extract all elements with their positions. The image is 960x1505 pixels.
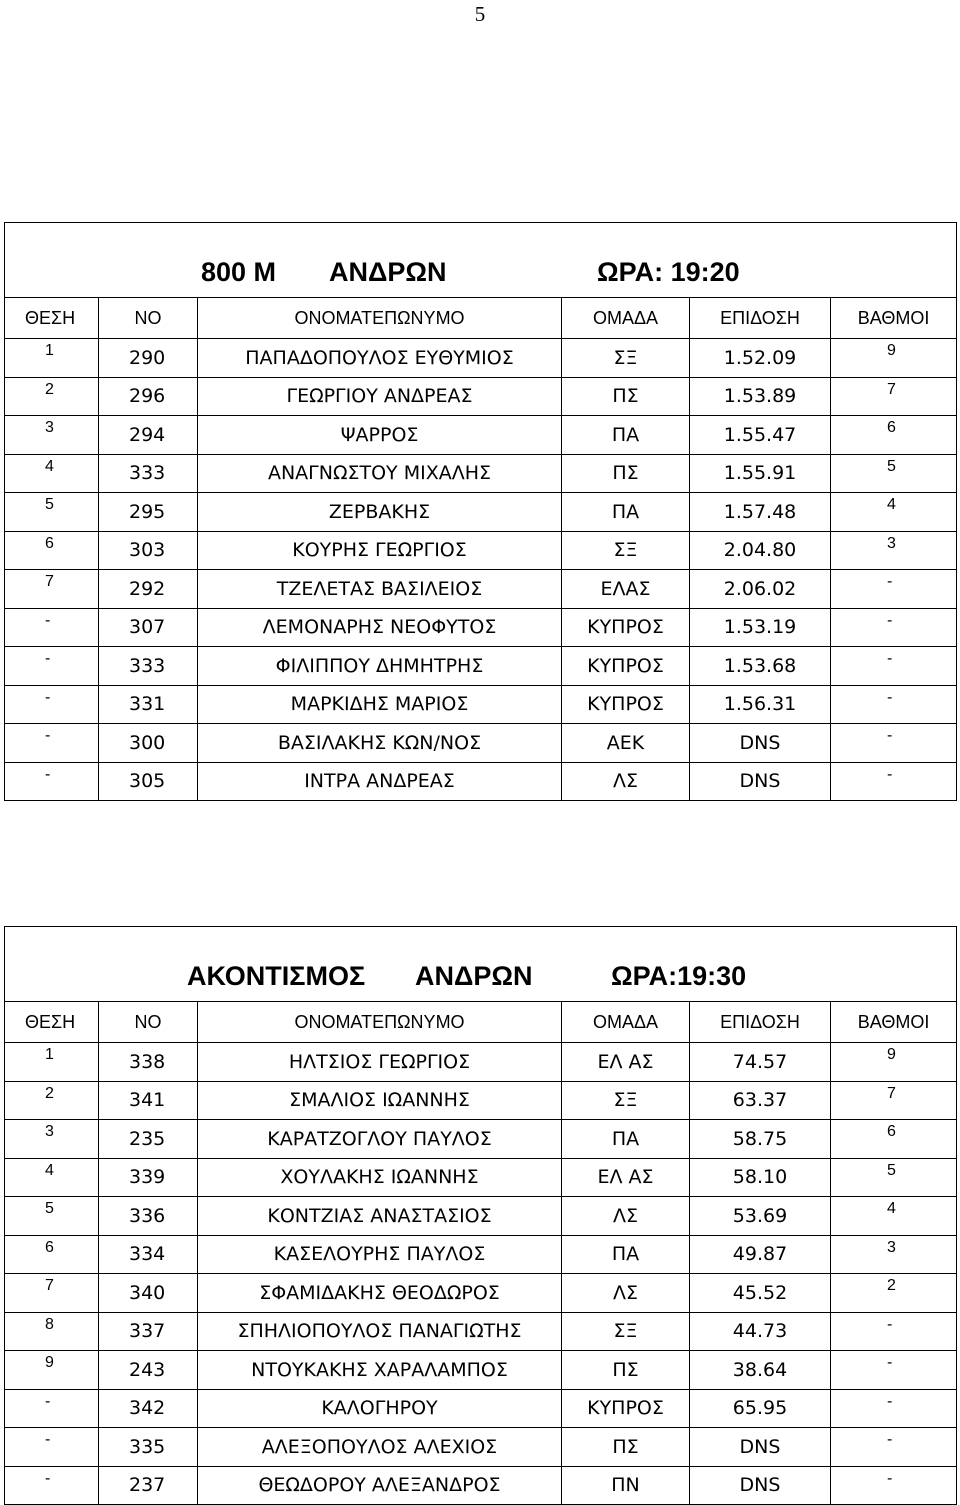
table-row bbox=[5, 1274, 957, 1313]
position-cell: 6 bbox=[5, 1235, 99, 1274]
athlete-number-cell: 295 bbox=[99, 493, 198, 532]
table-row bbox=[5, 339, 957, 378]
event-name: 800 Μ bbox=[201, 257, 277, 287]
result-cell: 63.37 bbox=[690, 1081, 831, 1120]
team-cell: ΛΣ bbox=[562, 762, 690, 801]
team-cell: ΠΑ bbox=[562, 1120, 690, 1159]
position-cell: 2 bbox=[5, 1081, 99, 1120]
athlete-number-cell: 294 bbox=[99, 416, 198, 455]
position-cell: - bbox=[5, 1428, 99, 1467]
result-cell: 1.57.48 bbox=[690, 493, 831, 532]
team-cell: ΣΞ bbox=[562, 1081, 690, 1120]
position-cell: 1 bbox=[5, 339, 99, 378]
table-row bbox=[5, 416, 957, 455]
team-cell: ΕΛΑΣ bbox=[562, 570, 690, 609]
points-cell: 3 bbox=[831, 1235, 957, 1274]
position-cell: - bbox=[5, 685, 99, 724]
athlete-name-cell: ΠΑΠΑΔΟΠΟΥΛΟΣ ΕΥΘΥΜΙΟΣ bbox=[198, 339, 562, 378]
points-cell: 7 bbox=[831, 377, 957, 416]
team-cell: ΚΥΠΡΟΣ bbox=[562, 647, 690, 686]
column-header-number: ΝΟ bbox=[99, 1002, 198, 1043]
team-cell: ΣΞ bbox=[562, 339, 690, 378]
column-header-number: ΝΟ bbox=[99, 298, 198, 339]
result-cell: 49.87 bbox=[690, 1235, 831, 1274]
table-row bbox=[5, 377, 957, 416]
points-cell: - bbox=[831, 1466, 957, 1505]
points-cell: - bbox=[831, 1312, 957, 1351]
column-header-team: ΟΜΑΔΑ bbox=[562, 298, 690, 339]
result-cell: 44.73 bbox=[690, 1312, 831, 1351]
position-cell: 9 bbox=[5, 1351, 99, 1390]
points-cell: 4 bbox=[831, 493, 957, 532]
result-cell: DNS bbox=[690, 1466, 831, 1505]
result-cell: 53.69 bbox=[690, 1197, 831, 1236]
athlete-name-cell: ΣΠΗΛΙΟΠΟΥΛΟΣ ΠΑΝΑΓΙΩΤΗΣ bbox=[198, 1312, 562, 1351]
team-cell: ΚΥΠΡΟΣ bbox=[562, 608, 690, 647]
athlete-number-cell: 333 bbox=[99, 647, 198, 686]
athlete-number-cell: 339 bbox=[99, 1158, 198, 1197]
points-cell: 9 bbox=[831, 339, 957, 378]
athlete-number-cell: 237 bbox=[99, 1466, 198, 1505]
athlete-number-cell: 334 bbox=[99, 1235, 198, 1274]
position-cell: 6 bbox=[5, 531, 99, 570]
athlete-name-cell: ΒΑΣΙΛΑΚΗΣ ΚΩΝ/ΝΟΣ bbox=[198, 724, 562, 763]
position-cell: 3 bbox=[5, 1120, 99, 1159]
table-row bbox=[5, 608, 957, 647]
points-cell: - bbox=[831, 1428, 957, 1467]
table-row bbox=[5, 1389, 957, 1428]
athlete-name-cell: ΖΕΡΒΑΚΗΣ bbox=[198, 493, 562, 532]
event-time: ΩΡΑ:19:30 bbox=[611, 961, 747, 991]
result-cell: 1.55.47 bbox=[690, 416, 831, 455]
position-cell: - bbox=[5, 762, 99, 801]
team-cell: ΣΞ bbox=[562, 531, 690, 570]
result-cell: 38.64 bbox=[690, 1351, 831, 1390]
team-cell: ΠΣ bbox=[562, 1428, 690, 1467]
position-cell: 8 bbox=[5, 1312, 99, 1351]
athlete-number-cell: 336 bbox=[99, 1197, 198, 1236]
athlete-number-cell: 342 bbox=[99, 1389, 198, 1428]
athlete-name-cell: ΚΟΝΤΖΙΑΣ ΑΝΑΣΤΑΣΙΟΣ bbox=[198, 1197, 562, 1236]
column-header-team: ΟΜΑΔΑ bbox=[562, 1002, 690, 1043]
team-cell: ΛΣ bbox=[562, 1274, 690, 1313]
points-cell: - bbox=[831, 762, 957, 801]
athlete-number-cell: 303 bbox=[99, 531, 198, 570]
result-cell: 1.56.31 bbox=[690, 685, 831, 724]
athlete-number-cell: 341 bbox=[99, 1081, 198, 1120]
event-gender: ΑΝΔΡΩΝ bbox=[415, 961, 533, 991]
result-cell: 2.04.80 bbox=[690, 531, 831, 570]
athlete-name-cell: ΧΟΥΛΑΚΗΣ ΙΩΑΝΝΗΣ bbox=[198, 1158, 562, 1197]
table-row bbox=[5, 493, 957, 532]
athlete-name-cell: ΛΕΜΟΝΑΡΗΣ ΝΕΟΦΥΤΟΣ bbox=[198, 608, 562, 647]
team-cell: ΠΣ bbox=[562, 377, 690, 416]
event-time: ΩΡΑ: 19:20 bbox=[597, 257, 740, 287]
athlete-name-cell: ΝΤΟΥΚΑΚΗΣ ΧΑΡΑΛΑΜΠΟΣ bbox=[198, 1351, 562, 1390]
athlete-name-cell: ΚΑΡΑΤΖΟΓΛΟΥ ΠΑΥΛΟΣ bbox=[198, 1120, 562, 1159]
team-cell: ΚΥΠΡΟΣ bbox=[562, 1389, 690, 1428]
event-title-row bbox=[5, 223, 957, 298]
position-cell: 4 bbox=[5, 1158, 99, 1197]
points-cell: 2 bbox=[831, 1274, 957, 1313]
position-cell: - bbox=[5, 1466, 99, 1505]
result-cell: 65.95 bbox=[690, 1389, 831, 1428]
table-row bbox=[5, 685, 957, 724]
column-header-name: ΟΝΟΜΑΤΕΠΩΝΥΜΟ bbox=[198, 1002, 562, 1043]
table-row bbox=[5, 570, 957, 609]
result-cell: 1.55.91 bbox=[690, 454, 831, 493]
results-table-javelin bbox=[4, 926, 957, 1505]
table-row bbox=[5, 724, 957, 763]
athlete-name-cell: ΚΑΛΟΓΗΡΟΥ bbox=[198, 1389, 562, 1428]
points-cell: 3 bbox=[831, 531, 957, 570]
athlete-name-cell: ΨΑΡΡΟΣ bbox=[198, 416, 562, 455]
position-cell: - bbox=[5, 608, 99, 647]
table-row bbox=[5, 1312, 957, 1351]
result-cell: 45.52 bbox=[690, 1274, 831, 1313]
position-cell: 5 bbox=[5, 1197, 99, 1236]
athlete-number-cell: 243 bbox=[99, 1351, 198, 1390]
athlete-name-cell: ΚΟΥΡΗΣ ΓΕΩΡΓΙΟΣ bbox=[198, 531, 562, 570]
table-row bbox=[5, 762, 957, 801]
team-cell: ΑΕΚ bbox=[562, 724, 690, 763]
position-cell: 2 bbox=[5, 377, 99, 416]
position-cell: 7 bbox=[5, 1274, 99, 1313]
athlete-number-cell: 331 bbox=[99, 685, 198, 724]
athlete-name-cell: ΙΝΤΡΑ ΑΝΔΡΕΑΣ bbox=[198, 762, 562, 801]
athlete-number-cell: 296 bbox=[99, 377, 198, 416]
team-cell: ΠΑ bbox=[562, 493, 690, 532]
team-cell: ΛΣ bbox=[562, 1197, 690, 1236]
athlete-name-cell: ΜΑΡΚΙΔΗΣ ΜΑΡΙΟΣ bbox=[198, 685, 562, 724]
points-cell: - bbox=[831, 570, 957, 609]
result-cell: 1.53.68 bbox=[690, 647, 831, 686]
position-cell: 1 bbox=[5, 1043, 99, 1082]
points-cell: - bbox=[831, 608, 957, 647]
page-number: 5 bbox=[474, 2, 486, 26]
athlete-number-cell: 307 bbox=[99, 608, 198, 647]
athlete-number-cell: 340 bbox=[99, 1274, 198, 1313]
result-cell: 2.06.02 bbox=[690, 570, 831, 609]
result-cell: DNS bbox=[690, 724, 831, 763]
position-cell: - bbox=[5, 647, 99, 686]
athlete-number-cell: 300 bbox=[99, 724, 198, 763]
athlete-name-cell: ΑΝΑΓΝΩΣΤΟΥ ΜΙΧΑΛΗΣ bbox=[198, 454, 562, 493]
result-cell: 1.52.09 bbox=[690, 339, 831, 378]
points-cell: 7 bbox=[831, 1081, 957, 1120]
points-cell: 6 bbox=[831, 1120, 957, 1159]
points-cell: 5 bbox=[831, 454, 957, 493]
table-row bbox=[5, 1235, 957, 1274]
event-title-row bbox=[5, 927, 957, 1002]
position-cell: 3 bbox=[5, 416, 99, 455]
team-cell: ΚΥΠΡΟΣ bbox=[562, 685, 690, 724]
position-cell: - bbox=[5, 1389, 99, 1428]
points-cell: - bbox=[831, 724, 957, 763]
result-cell: 58.75 bbox=[690, 1120, 831, 1159]
table-row bbox=[5, 1081, 957, 1120]
athlete-number-cell: 335 bbox=[99, 1428, 198, 1467]
column-header-row bbox=[5, 298, 957, 339]
column-header-points: ΒΑΘΜΟΙ bbox=[831, 1002, 957, 1043]
points-cell: 6 bbox=[831, 416, 957, 455]
table-row bbox=[5, 1197, 957, 1236]
event-gender: ΑΝΔΡΩΝ bbox=[329, 257, 447, 287]
athlete-name-cell: ΚΑΣΕΛΟΥΡΗΣ ΠΑΥΛΟΣ bbox=[198, 1235, 562, 1274]
athlete-number-cell: 235 bbox=[99, 1120, 198, 1159]
team-cell: ΕΛ ΑΣ bbox=[562, 1043, 690, 1082]
athlete-name-cell: ΣΜΑΛΙΟΣ ΙΩΑΝΝΗΣ bbox=[198, 1081, 562, 1120]
athlete-name-cell: ΣΦΑΜΙΔΑΚΗΣ ΘΕΟΔΩΡΟΣ bbox=[198, 1274, 562, 1313]
column-header-row bbox=[5, 1002, 957, 1043]
athlete-name-cell: ΤΖΕΛΕΤΑΣ ΒΑΣΙΛΕΙΟΣ bbox=[198, 570, 562, 609]
column-header-position: ΘΕΣΗ bbox=[5, 1002, 99, 1043]
table-row bbox=[5, 1428, 957, 1467]
result-cell: DNS bbox=[690, 762, 831, 801]
table-row bbox=[5, 454, 957, 493]
table-row bbox=[5, 1351, 957, 1390]
column-header-position: ΘΕΣΗ bbox=[5, 298, 99, 339]
result-cell: 1.53.19 bbox=[690, 608, 831, 647]
position-cell: 4 bbox=[5, 454, 99, 493]
athlete-number-cell: 292 bbox=[99, 570, 198, 609]
column-header-points: ΒΑΘΜΟΙ bbox=[831, 298, 957, 339]
points-cell: - bbox=[831, 1389, 957, 1428]
athlete-number-cell: 337 bbox=[99, 1312, 198, 1351]
position-cell: - bbox=[5, 724, 99, 763]
event-name: ΑΚΟΝΤΙΣΜΟΣ bbox=[187, 961, 366, 991]
team-cell: ΠΑ bbox=[562, 1235, 690, 1274]
athlete-name-cell: ΑΛΕΞΟΠΟΥΛΟΣ ΑΛΕΧΙΟΣ bbox=[198, 1428, 562, 1467]
table-row bbox=[5, 1158, 957, 1197]
points-cell: - bbox=[831, 647, 957, 686]
result-cell: 74.57 bbox=[690, 1043, 831, 1082]
team-cell: ΠΣ bbox=[562, 1351, 690, 1390]
table-row bbox=[5, 1120, 957, 1159]
table-row bbox=[5, 1043, 957, 1082]
result-cell: 1.53.89 bbox=[690, 377, 831, 416]
athlete-name-cell: ΗΛΤΣΙΟΣ ΓΕΩΡΓΙΟΣ bbox=[198, 1043, 562, 1082]
points-cell: 4 bbox=[831, 1197, 957, 1236]
team-cell: ΠΝ bbox=[562, 1466, 690, 1505]
team-cell: ΠΣ bbox=[562, 454, 690, 493]
position-cell: 7 bbox=[5, 570, 99, 609]
table-row bbox=[5, 647, 957, 686]
athlete-name-cell: ΘΕΩΔΟΡΟΥ ΑΛΕΞΑΝΔΡΟΣ bbox=[198, 1466, 562, 1505]
athlete-number-cell: 333 bbox=[99, 454, 198, 493]
athlete-name-cell: ΦΙΛΙΠΠΟΥ ΔΗΜΗΤΡΗΣ bbox=[198, 647, 562, 686]
table-row bbox=[5, 531, 957, 570]
points-cell: - bbox=[831, 1351, 957, 1390]
column-header-name: ΟΝΟΜΑΤΕΠΩΝΥΜΟ bbox=[198, 298, 562, 339]
points-cell: 5 bbox=[831, 1158, 957, 1197]
result-cell: DNS bbox=[690, 1428, 831, 1467]
column-header-result: ΕΠΙΔΟΣΗ bbox=[690, 298, 831, 339]
position-cell: 5 bbox=[5, 493, 99, 532]
team-cell: ΣΞ bbox=[562, 1312, 690, 1351]
athlete-number-cell: 338 bbox=[99, 1043, 198, 1082]
points-cell: 9 bbox=[831, 1043, 957, 1082]
athlete-number-cell: 305 bbox=[99, 762, 198, 801]
athlete-name-cell: ΓΕΩΡΓΙΟΥ ΑΝΔΡΕΑΣ bbox=[198, 377, 562, 416]
athlete-number-cell: 290 bbox=[99, 339, 198, 378]
result-cell: 58.10 bbox=[690, 1158, 831, 1197]
results-table-800m bbox=[4, 222, 957, 801]
table-row bbox=[5, 1466, 957, 1505]
column-header-result: ΕΠΙΔΟΣΗ bbox=[690, 1002, 831, 1043]
team-cell: ΕΛ ΑΣ bbox=[562, 1158, 690, 1197]
team-cell: ΠΑ bbox=[562, 416, 690, 455]
points-cell: - bbox=[831, 685, 957, 724]
